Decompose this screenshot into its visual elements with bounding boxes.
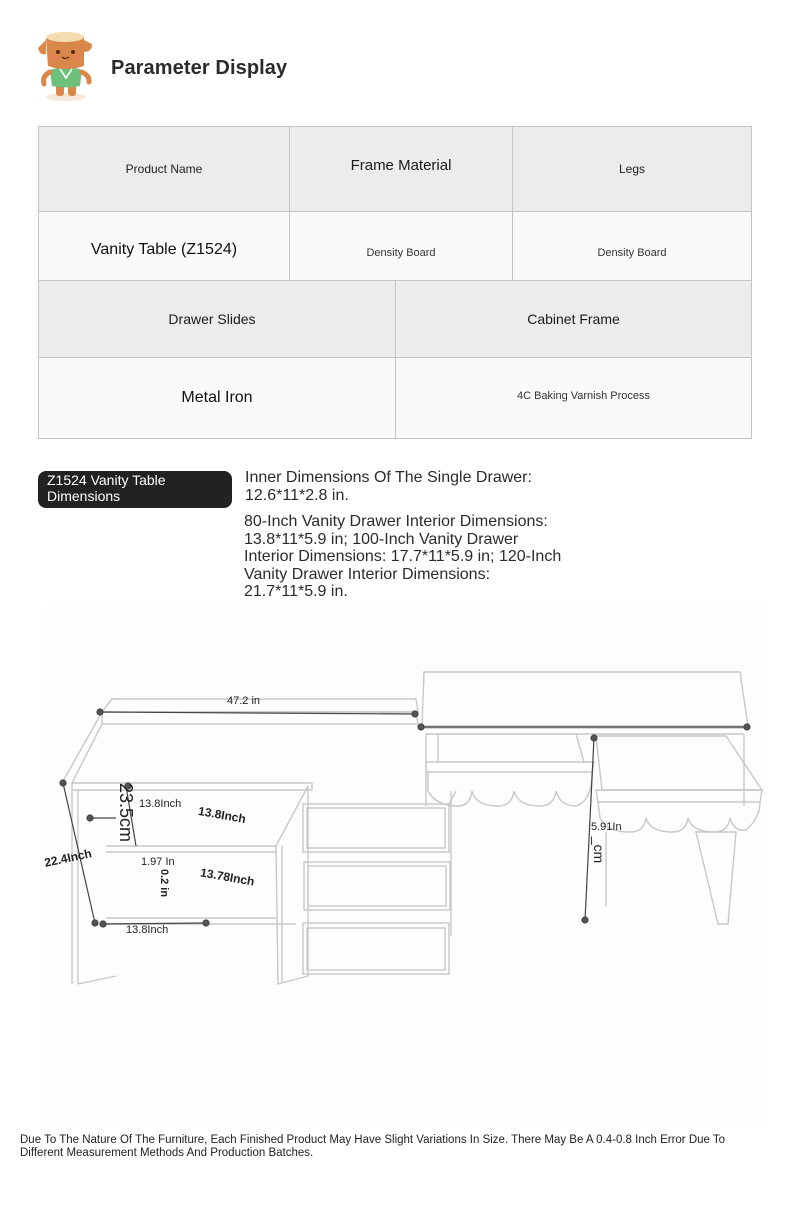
vanity-table-diagram xyxy=(43,606,768,1126)
value-frame-material: Density Board xyxy=(290,212,513,295)
parameter-table-1 xyxy=(38,126,752,295)
label-cabinet-height-cm: 23.5cm xyxy=(116,782,137,843)
value-legs: Density Board xyxy=(513,212,752,295)
single-drawer-dimensions: Inner Dimensions Of The Single Drawer: 12.6*11*2.8 in. xyxy=(245,469,532,504)
label-drawer-height: 5.91In xyxy=(591,821,622,833)
label-drawer-height-cm: _cm xyxy=(591,836,608,864)
label-depth: 22.4Inch xyxy=(43,846,93,870)
label-shelf-depth-bottom: 13.78Inch xyxy=(199,865,256,889)
header-cabinet-frame: Cabinet Frame xyxy=(396,281,752,358)
value-product-name: Vanity Table (Z1524) xyxy=(39,212,290,295)
label-gap: 1.97 In xyxy=(141,856,175,868)
footer-note: Due To The Nature Of The Furniture, Each Finished Product May Have Slight Variations In Size. There May Be A 0.4-0.8 Inch Error Due To Different Measurement Methods And Production Batches. xyxy=(20,1134,726,1159)
header-product-name: Product Name xyxy=(39,127,290,212)
value-drawer-slides: Metal Iron xyxy=(39,358,396,439)
label-thickness: 0.2 in xyxy=(158,868,171,898)
label-shelf-depth-top: 13.8Inch xyxy=(197,803,247,827)
mascot-icon xyxy=(34,26,100,102)
value-cabinet-frame: 4C Baking Varnish Process xyxy=(396,358,752,439)
label-top-width: 47.2 in xyxy=(227,695,261,707)
label-shelf-width-bottom: 13.8Inch xyxy=(126,924,169,936)
parameter-table-2 xyxy=(38,280,752,439)
header-legs: Legs xyxy=(513,127,752,212)
page-title: Parameter Display xyxy=(111,57,288,79)
header-drawer-slides: Drawer Slides xyxy=(39,281,396,358)
vanity-drawer-dimensions: 80-Inch Vanity Drawer Interior Dimensions: 13.8*11*5.9 in; 100-Inch Vanity Drawer Interior Dimensions: 17.7*11*5.9 in; 120-Inch Vanity Drawer Interior Dimensions: 21.7*11*5.9 in. xyxy=(244,513,562,600)
table-value-row xyxy=(39,358,752,439)
table-header-row xyxy=(39,281,752,358)
page-header xyxy=(34,26,434,104)
dimensions-badge: Z1524 Vanity Table Dimensions xyxy=(38,471,232,508)
label-shelf-width-top: 13.8Inch xyxy=(139,798,182,810)
table-header-row xyxy=(39,127,752,212)
header-frame-material: Frame Material xyxy=(290,127,513,212)
